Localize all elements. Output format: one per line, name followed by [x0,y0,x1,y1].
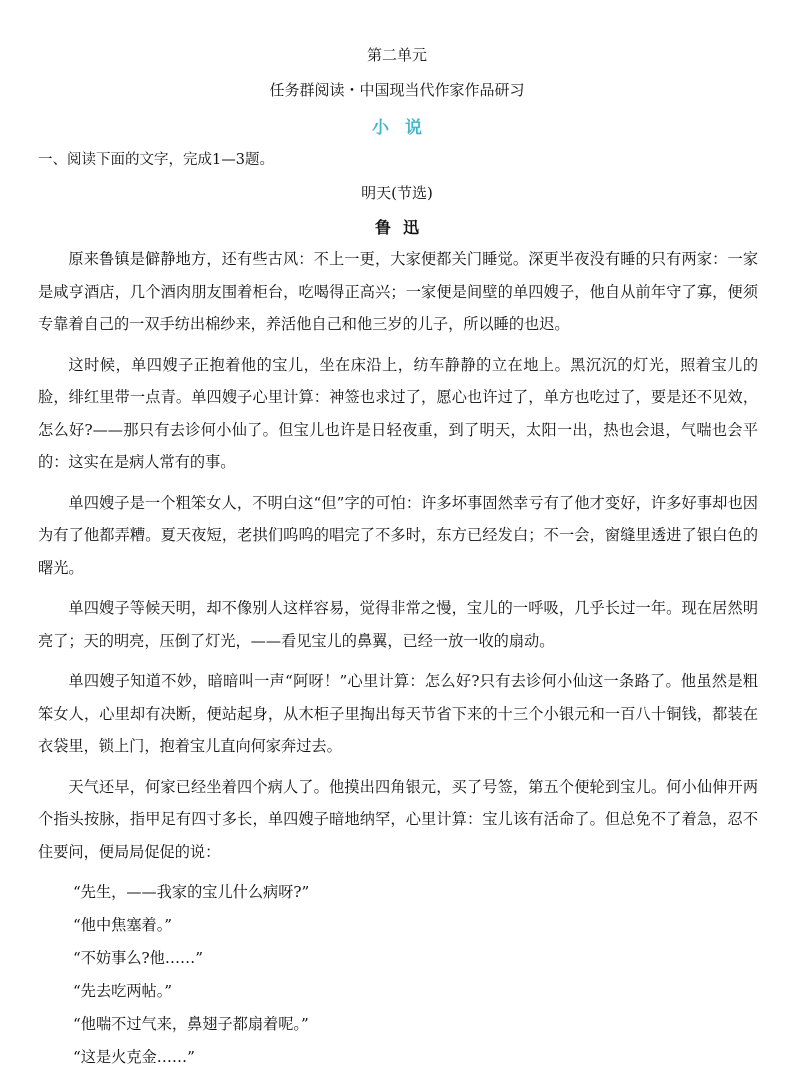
paragraph: 单四嫂子是一个粗笨女人，不明白这“但”字的可怕：许多坏事固然幸亏有了他才变好，许多好事却也因为有了他都弄糟。夏天夜短，老拱们呜呜的唱完了不多时，东方已经发白；不一会，窗缝里透进了银白色的曙光。 [38,493,758,577]
dialogue-line: “不妨事么?他……” [73,949,203,967]
paragraph: 天气还早，何家已经坐着四个病人了。他摸出四角银元，买了号签，第五个便轮到宝儿。何小仙伸开两个指头按脉，指甲足有四寸多长，单四嫂子暗地纳罕，心里计算：宝儿该有活命了。但总免不了着急，忍不住要问，便局局促促的说： [38,777,758,861]
essay-title: 明天(节选) [361,184,433,202]
question-instruction: 一、阅读下面的文字，完成1—3题。 [38,152,274,168]
essay-author: 鲁迅 [374,218,431,237]
paragraph: 单四嫂子知道不妙，暗暗叫一声“阿呀！”心里计算：怎么好?只有去诊何小仙这一条路了。他虽然是粗笨女人，心里却有决断，便站起身，从木柜子里掏出每天节省下来的十三个小银元和一百八十铜钱，都装在衣袋里，锁上门，抱着宝儿直向何家奔过去。 [38,672,758,755]
unit-title: 第二单元 [366,46,427,64]
task-title: 任务群阅读・中国现当代作家作品研习 [269,81,525,99]
paragraph: 单四嫂子等候天明，却不像别人这样容易，觉得非常之慢，宝儿的一呼吸，几乎长过一年。现在居然明亮了；天的明亮，压倒了灯光，——看见宝儿的鼻翼，已经一放一收的扇动。 [38,599,758,650]
paragraph: 这时候，单四嫂子正抱着他的宝儿，坐在床沿上，纺车静静的立在地上。黑沉沉的灯光，照着宝儿的脸，绯红里带一点青。单四嫂子心里计算：神签也求过了，愿心也许过了，单方也吃过了，要是还不见效，怎么好?——那只有去诊何小仙了。但宝儿也许是日轻夜重，到了明天，太阳一出，热也会退，气喘也会平的：这实在是病人常有的事。 [38,355,758,471]
dialogue-line: “这是火克金……” [73,1048,195,1066]
dialogue-line: “他中焦塞着。” [73,916,173,934]
essay-body [38,243,758,1074]
dialogue-line: “他喘不过气来，鼻翅子都扇着呢。” [73,1015,309,1033]
dialogue-line: “先生，——我家的宝儿什么病呀?” [73,883,310,901]
paragraph: 原来鲁镇是僻静地方，还有些古风：不上一更，大家便都关门睡觉。深更半夜没有睡的只有两家：一家是咸亨酒店，几个酒肉朋友围着柜台，吃喝得正高兴；一家便是间壁的单四嫂子，他自从前年守了寡，便须专靠着自己的一双手纺出棉纱来，养活他自己和他三岁的儿子，所以睡的也迟。 [38,250,758,333]
genre-title: 小说 [372,118,438,138]
dialogue-line: “先去吃两帖。” [73,982,173,1000]
